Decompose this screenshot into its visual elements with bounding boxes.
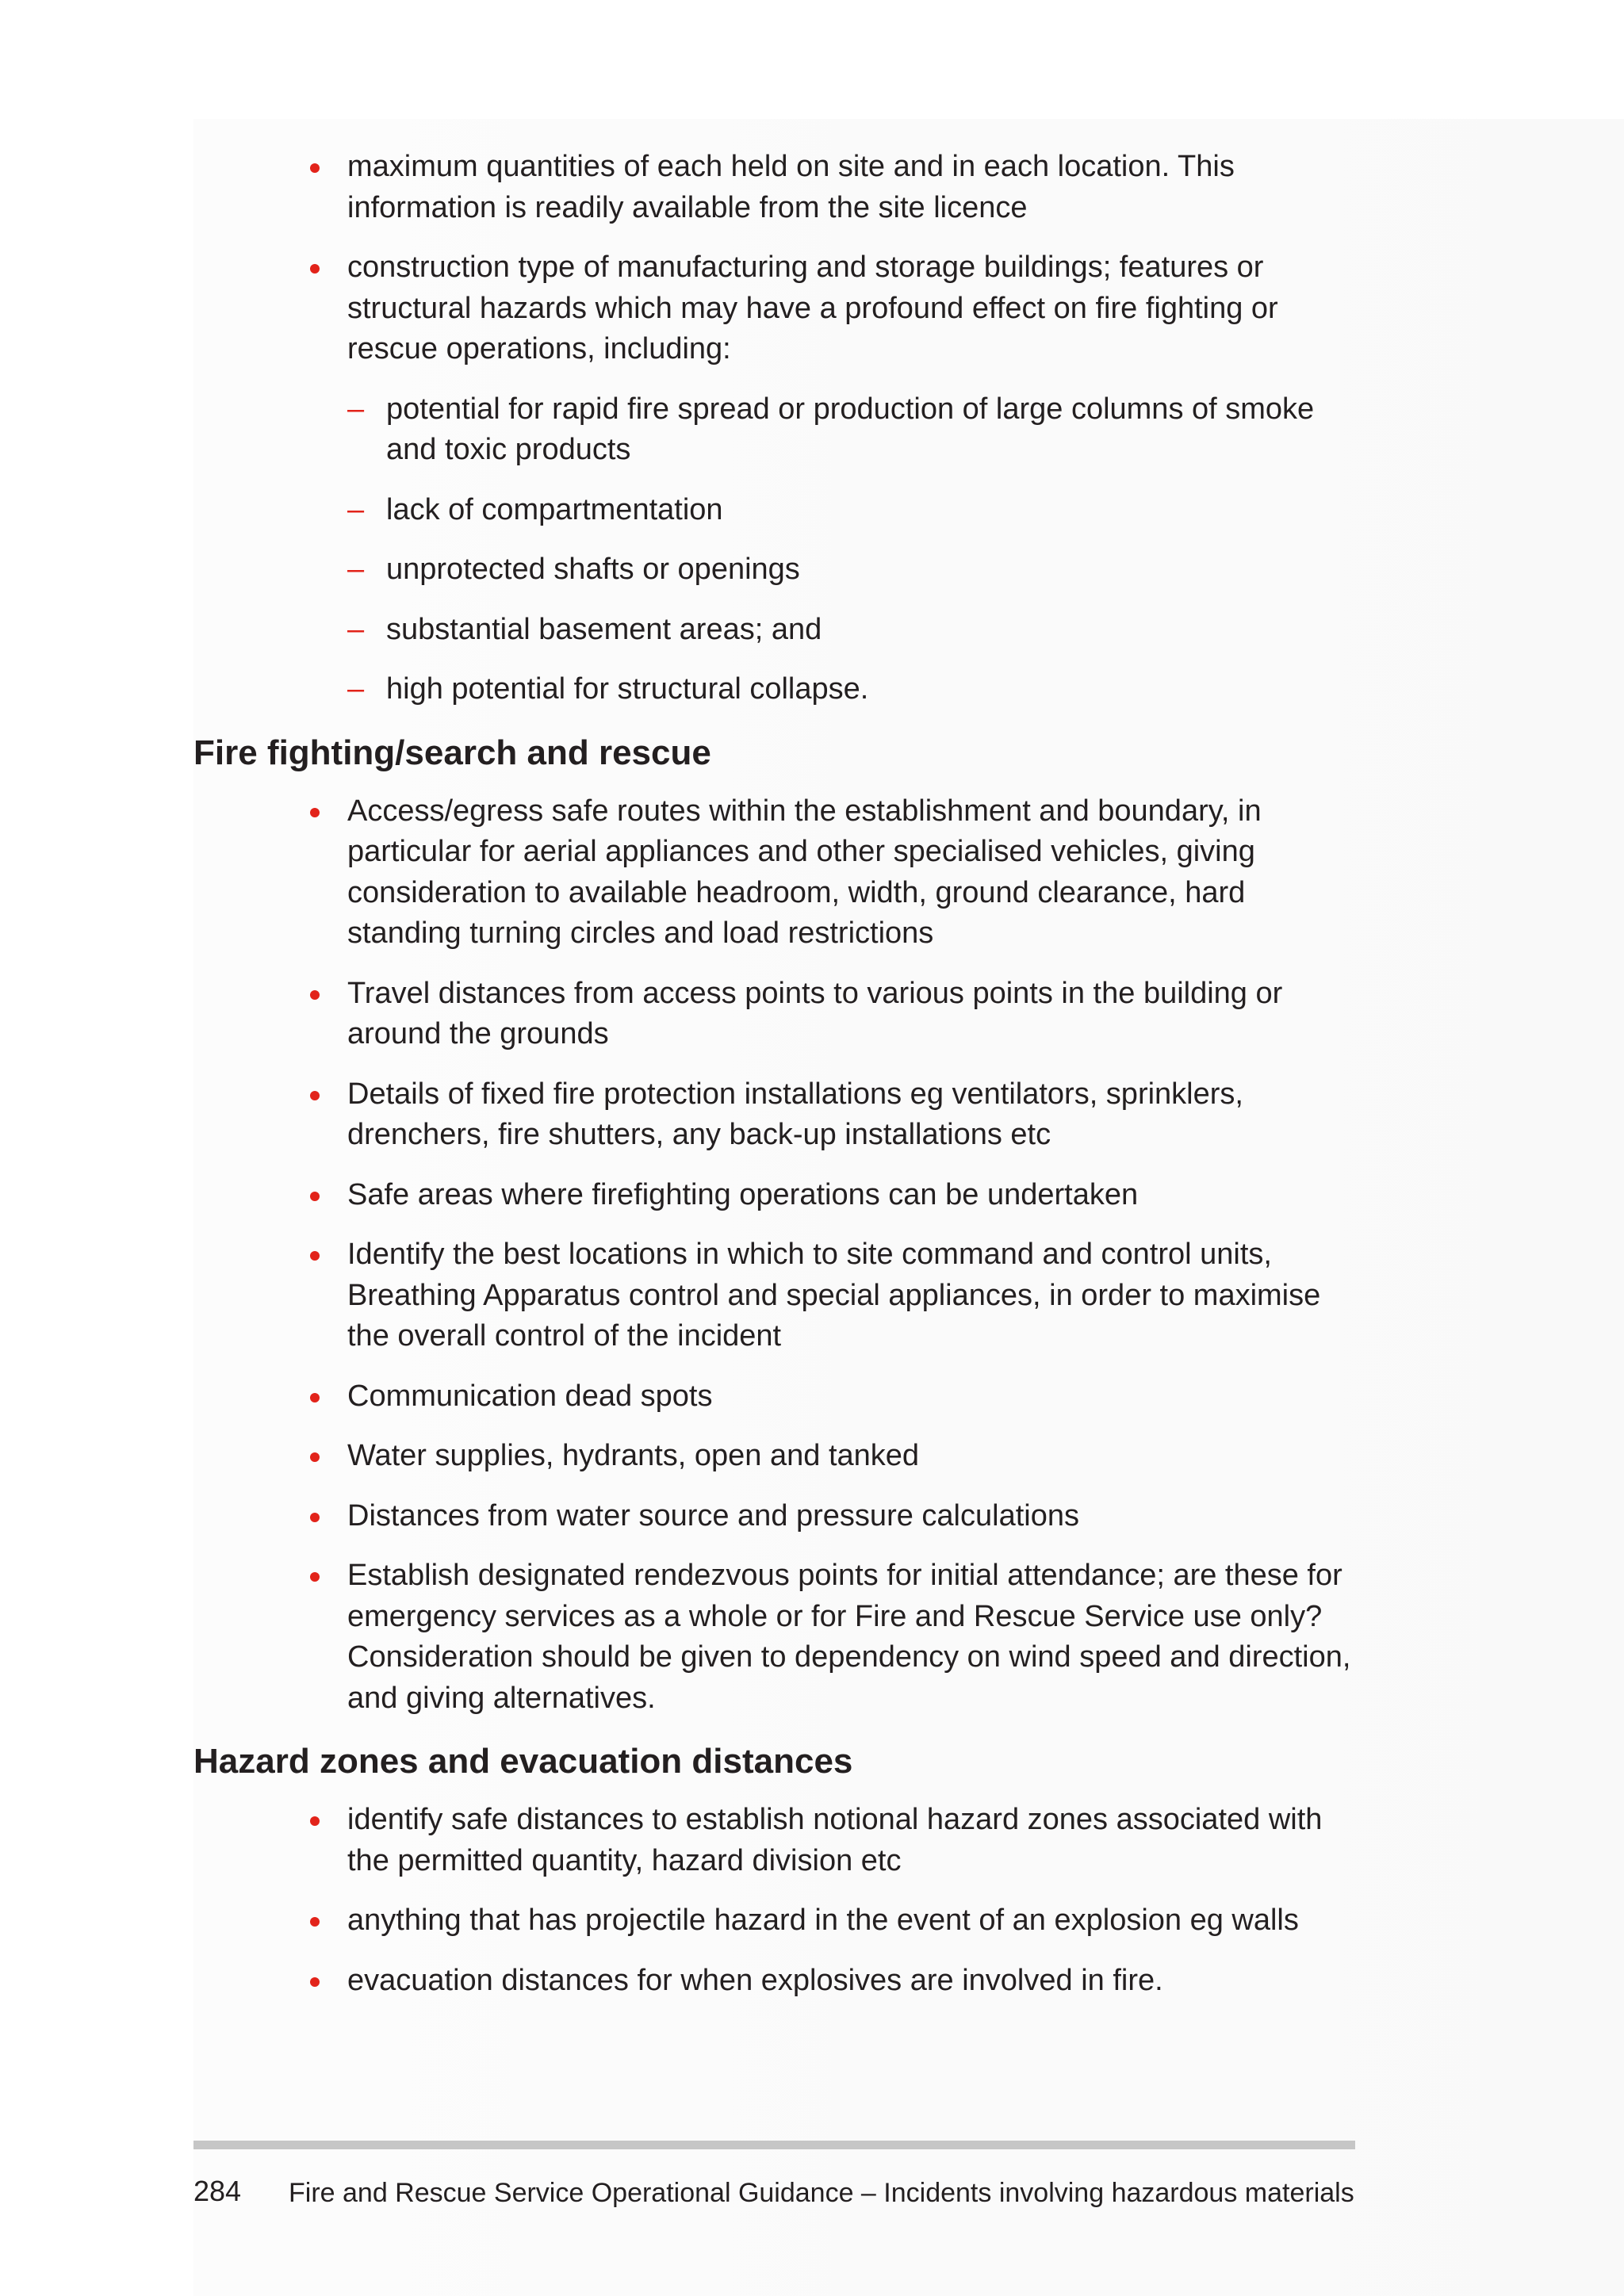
dash-icon: – <box>347 553 365 586</box>
list-item <box>347 791 1359 955</box>
sub-list-item <box>347 610 1359 651</box>
bullet-icon <box>310 808 320 817</box>
top-bullet-list <box>193 147 1359 710</box>
bullet-icon <box>310 1452 320 1462</box>
bullet-icon <box>310 1977 320 1987</box>
dash-icon: – <box>347 612 365 646</box>
list-item-text: Identify the best locations in which to site command and control units, Breathing Apparatus control and special appliances, in order to maximise the overall control of the incident <box>347 1238 1321 1353</box>
bullet-icon <box>310 1513 320 1522</box>
dash-icon: – <box>347 672 365 706</box>
list-item-text: Communication dead spots <box>347 1379 713 1413</box>
main-content <box>193 147 1359 2020</box>
dash-icon: – <box>347 392 365 426</box>
sub-list-item-text: unprotected shafts or openings <box>386 553 800 586</box>
dash-icon: – <box>347 492 365 526</box>
bullet-icon <box>310 990 320 1000</box>
sub-list-item <box>347 490 1359 531</box>
list-item <box>347 1496 1359 1537</box>
list-item <box>347 974 1359 1055</box>
list-item-text: Details of fixed fire protection installations eg ventilators, sprinklers, drenchers, fire shutters, any back-up installations etc <box>347 1077 1243 1151</box>
sub-list-item-text: lack of compartmentation <box>386 492 723 526</box>
bullet-icon <box>310 1917 320 1927</box>
sub-list-item <box>347 549 1359 591</box>
list-item-text: evacuation distances for when explosives are involved in fire. <box>347 1963 1163 1997</box>
bullet-icon <box>310 1393 320 1402</box>
footer-rule <box>193 2141 1355 2149</box>
footer-title: Fire and Rescue Service Operational Guidance – Incidents involving hazardous materials <box>289 2178 1354 2208</box>
sub-list-item <box>347 669 1359 710</box>
list-item <box>347 1436 1359 1477</box>
bullet-icon <box>310 1816 320 1826</box>
list-item <box>347 1800 1359 1881</box>
list-item-text: anything that has projectile hazard in the event of an explosion eg walls <box>347 1904 1299 1937</box>
list-item-text: maximum quantities of each held on site and in each location. This information is readily available from the site licence <box>347 150 1235 224</box>
list-item-text: Access/egress safe routes within the establishment and boundary, in particular for aerial appliances and other specialised vehicles, giving consideration to available headroom, width, ground clearance, hard standing turning circles and load restrictions <box>347 794 1262 950</box>
list-item-text: Safe areas where firefighting operations can be undertaken <box>347 1177 1139 1211</box>
section-heading-hazard-zones: Hazard zones and evacuation distances <box>193 1742 853 1781</box>
section-heading-fire-fighting: Fire fighting/search and rescue <box>193 733 711 772</box>
list-item-text: identify safe distances to establish notional hazard zones associated with the permitted quantity, hazard division etc <box>347 1803 1323 1877</box>
list-item <box>347 247 1359 710</box>
list-item-text: construction type of manufacturing and storage buildings; features or structural hazards which may have a profound effect on fire fighting or rescue operations, including: <box>347 251 1278 365</box>
list-item <box>347 1175 1359 1216</box>
list-item <box>347 1074 1359 1156</box>
sub-list-item-text: substantial basement areas; and <box>386 612 822 646</box>
hazard-zones-list <box>193 1800 1359 2001</box>
sub-list-item-text: high potential for structural collapse. <box>386 672 869 706</box>
page-number: 284 <box>193 2175 242 2207</box>
sub-list <box>347 389 1359 710</box>
bullet-icon <box>310 1192 320 1201</box>
bullet-icon <box>310 1251 320 1261</box>
list-item <box>347 1961 1359 2002</box>
bullet-icon <box>310 1091 320 1100</box>
list-item <box>347 1376 1359 1418</box>
sub-list-item <box>347 389 1359 471</box>
bullet-icon <box>310 1572 320 1582</box>
bullet-icon <box>310 163 320 173</box>
bullet-icon <box>310 264 320 274</box>
list-item <box>347 1556 1359 1719</box>
sub-list-item-text: potential for rapid fire spread or production of large columns of smoke and toxic products <box>386 392 1315 466</box>
fire-fighting-list <box>193 791 1359 1720</box>
list-item <box>347 147 1359 228</box>
list-item-text: Establish designated rendezvous points for initial attendance; are these for emergency services as a whole or for Fire and Rescue Service use only? Consideration should be given to dependency on wind speed and direction, and giving alternatives. <box>347 1559 1351 1715</box>
list-item <box>347 1900 1359 1942</box>
list-item-text: Distances from water source and pressure calculations <box>347 1498 1079 1533</box>
list-item-text: Water supplies, hydrants, open and tanked <box>347 1439 920 1472</box>
list-item <box>347 1234 1359 1357</box>
list-item-text: Travel distances from access points to various points in the building or around the grounds <box>347 976 1283 1050</box>
